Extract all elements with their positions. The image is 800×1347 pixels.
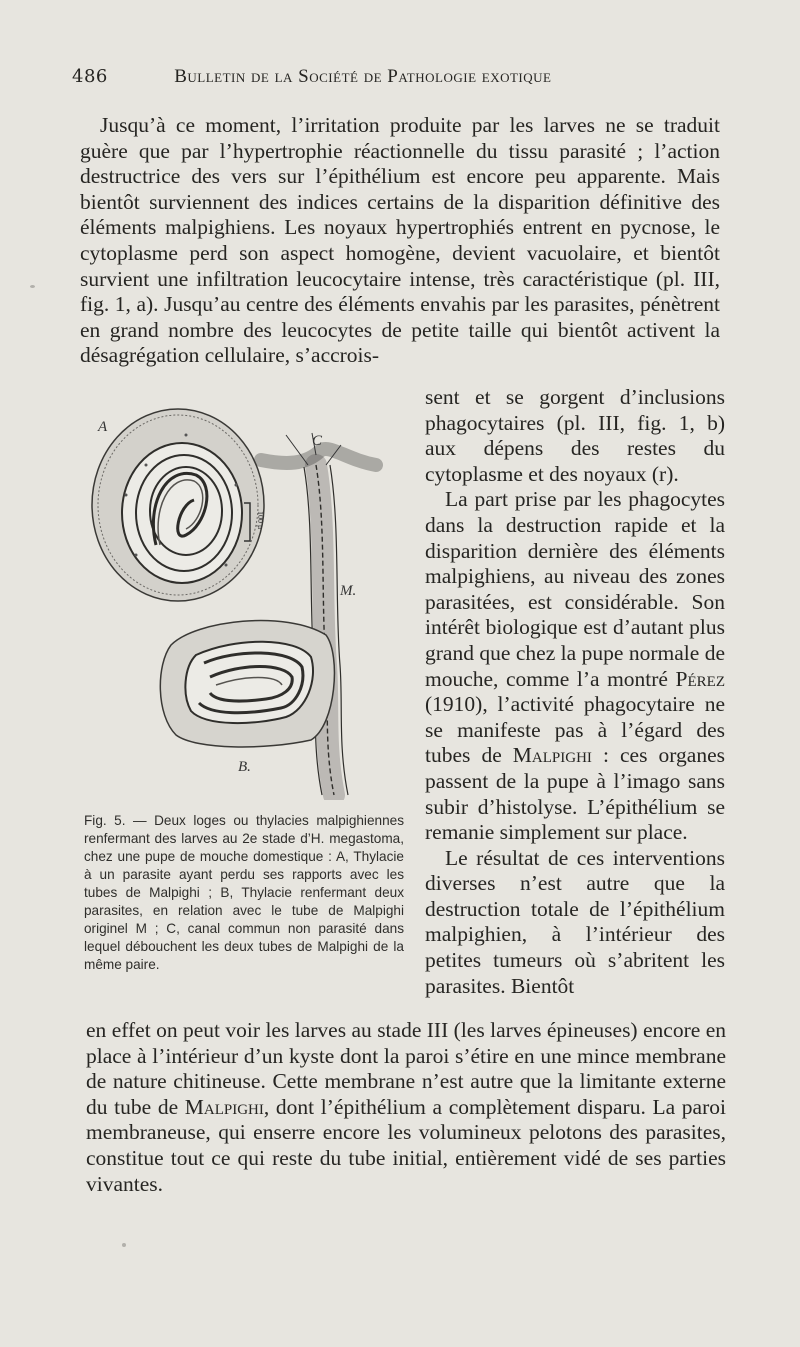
- paragraph-bottom: [86, 1018, 726, 1197]
- paragraph-text: [86, 1018, 726, 1197]
- page-number: 486: [72, 66, 108, 87]
- figure-label-m: M.: [340, 583, 357, 599]
- author-name: Malpighi: [512, 743, 592, 768]
- figure-label-a: A: [98, 419, 108, 435]
- thylacie-a-drawing: [92, 409, 264, 601]
- figure-5: [86, 405, 396, 800]
- running-header: [72, 66, 672, 88]
- paragraph-text: Jusqu’à ce moment, l’irritation produite par les larves ne se traduit guère que par l’hypertrophie réactionnelle du tissu parasité ; l’action destructrice des vers sur l’épithélium est encore peu apparente. Mais bientôt surviennent des indices certains de la disparition définitive des éléments malpighiens. Les noyaux hypertrophiés entrent en pycnose, le cytoplasme perd son aspect homogène, devient vacuolaire, et bientôt survient une infiltration leucocytaire intense, très caractéristique (pl. III, fig. 1, a). Jusqu’au centre des éléments envahis par les parasites, pénètrent en grand nombre des leucocytes de petite taille qui bientôt activent la désagrégation cellulaire, s’accrois-: [80, 113, 720, 368]
- continuation-text: sent et se gorgent d’inclusions phagocytaires (pl. III, fig. 1, b) aux dépens des restes du cytoplasme et des noyaux (r).: [425, 385, 725, 486]
- ink-spot: [30, 285, 35, 288]
- result-paragraph: Le résultat de ces interventions diverses n’est autre que la destruction totale de l’épithélium malpighien, à l’intérieur des petites tumeurs où s’abritent les parasites. Bientôt: [425, 845, 725, 998]
- figure-label-c: C: [312, 433, 323, 449]
- text-span: La part prise par les phagocytes dans la destruction rapide et la disparition dernière des éléments malpighiens, au niveau des zones parasitées, est considérable. Son intérêt biologique est d’autant plus grand que chez la pupe normale de mouche, comme l’a montré: [425, 487, 725, 691]
- phagocytes-paragraph: [425, 487, 725, 845]
- figure-caption: [84, 812, 404, 974]
- text-span: en effet on peut voir les larves au stade III (les larves épineuses) encore en place à l’intérieur d’un kyste dont la paroi s’étire en une mince membrane de nature chitineuse. Cette membrane n’est autre que la limitante externe du tube de: [86, 1018, 726, 1119]
- text-span: : ces organes passent de la pupe à l’imago sans subir d’histolyse. L’épithélium se remanie simplement sur place.: [425, 743, 725, 845]
- right-column: [425, 385, 725, 999]
- author-name: Pérez: [675, 666, 725, 691]
- scale-label: 100 μ: [256, 511, 265, 530]
- text-span: (1910), l’activité phagocytaire ne se manifeste pas à l’égard des tubes de: [425, 692, 725, 768]
- figure-illustration: [86, 405, 396, 800]
- ink-spot: [122, 1243, 126, 1247]
- thylacie-b-drawing: [160, 621, 334, 747]
- paragraph-top: [80, 113, 720, 369]
- text-span: , dont l’épithélium a complètement disparu. La paroi membraneuse, qui enserre encore les volumineux pelotons des parasites, constitue tout ce qui reste du tube initial, entièrement vidé de ses parties vivantes.: [86, 1094, 726, 1196]
- figure-label-b: B.: [238, 759, 251, 775]
- caption-text: Fig. 5. — Deux loges ou thylacies malpighiennes renfermant des larves au 2e stade d’H. megastoma, chez une pupe de mouche domestique : A, Thylacie à un parasite ayant perdu ses rapports avec les tubes de Malpighi ; B, Thylacie renfermant deux parasites, en relation avec le tube de Malpighi originel M ; C, canal commun non parasité dans lequel débouchent les deux tubes de Malpighi de la même paire.: [84, 813, 404, 972]
- journal-title: Bulletin de la Société de Pathologie exotique: [174, 66, 552, 87]
- author-name: Malpighi: [184, 1094, 264, 1119]
